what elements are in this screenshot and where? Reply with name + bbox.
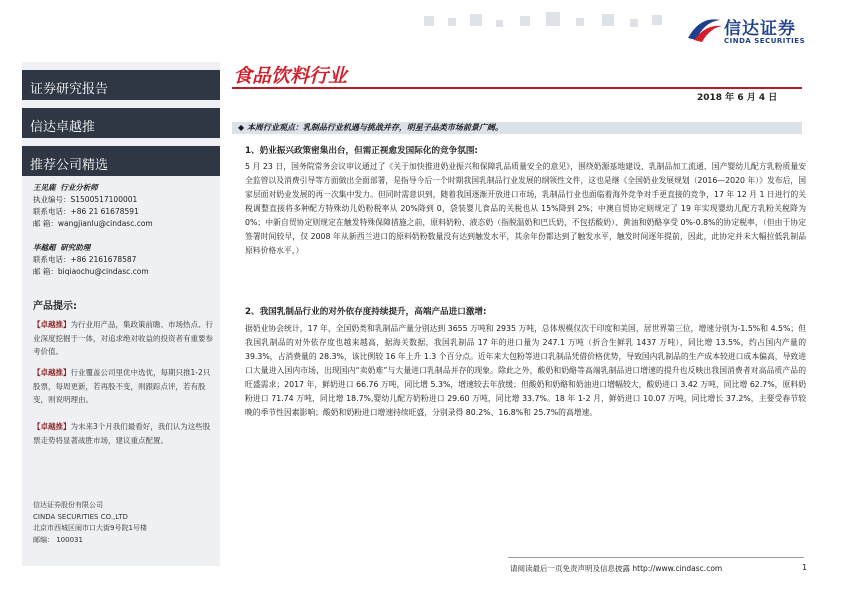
page-number: 1 [802,563,808,572]
section-2-text: 据奶业协会统计，17 年，全国奶类和乳制品产量分别达到 3655 万吨和 2935 万吨，总体规模仅次于印度和美国，居世界第三位，增速分别为-1.5%和 4.5%；但我国乳制品的对外依存度也越来越高，据海关数据，我国乳制品 17 年的进口量为 247.1 万吨（折合生鲜乳 1437 万吨），同比增 13.5%，约占国内产量的 39.3%，占消费量的 28.3%，该比例较 16 年上升 1.3 个百分点。近年来大包粉等进口乳制品凭借价格优势，导致国内乳制品的生产成本较进口成本偏高，导致进口大量进入国内市场，出现国内“卖奶难”与大量进口乳制品并存的现象。除此之外，酸奶和奶酪等高端乳制品进口增速的提升也反映出我国消费者对高品质产品的旺盛需求；2017 年，鲜奶进口 66.76 万吨，同比增 5.3%，增速较去年放缓；但酸奶和奶酪和奶油进口增幅较大，酸奶进口 3.42 万吨，同比增 62.7%，原料奶粉进口 71.74 万吨，同比增 18.7%,婴幼儿配方奶粉进口 29.60 万吨，同比增 33.7%。18 年 1-2 月，鲜奶进口 10.07 万吨，同比增长 37.2%，主要受春节较晚的季节性因素影响；酸奶和奶粉进口增速持续旺盛，分别录得 80.2%、16.8%和 25.7%的高增速。 [245,324,806,417]
product-tip-3: 【卓越推】为未来3个月我们最看好，我们认为这些股票走势将显著战胜市场，建议重点配置。 [33,422,211,445]
product-tip-2: 【卓越推】行业覆盖公司里优中选优，每期只推1-2只股票，每周更新，若再股不变，则跟踪点评，若有股变，则说明理由。 [33,368,211,404]
footer-rule [508,557,804,558]
logo-name-cn: 信达证券 [724,19,796,39]
report-date: 2018 年 6 月 4 日 [697,93,778,103]
analyst-2: 毕越超 研究助理 联系电话：+86 2161678587 邮 箱：biqiaochu@cindasc.com [33,243,149,276]
sidebar-section-report: 证券研究报告 [22,70,220,100]
cinda-logo-icon [684,14,724,44]
footer-disclaimer: 请阅读最后一页免责声明及信息披露 http://www.cindasc.com [510,564,723,573]
section-1-text: 5 月 23 日，国务院常务会议审议通过了《关于加快推进奶业振兴和保障乳品质量安全的意见》，围绕奶源基地建设、乳制品加工流通、国产婴幼儿配方乳粉质量安全监管以及消费引导等方面做出全面部署，是指导今后一个时期我国乳制品行业发展的纲领性文件，这也是继《全国奶业发展规划（2016—2020 年）》发布后，国家层面对奶业发展的再一次集中发力。但同时需意识到，随着我国逐渐开放进口市场，乳制品行业也面临着海外竞争对手更直接的竞争，17 年 12 月 1 日进行的关税调整直接将多种配方特殊幼儿奶粉税率从 20%降到 0，袋装婴儿食品的关税也从 15%降到 2%；中澳自贸协定则规定了 19 年实现婴幼儿配方乳粉关税降为 0%；中新自贸协定则规定在触发特殊保障措施之前，原料奶粉、液态奶（指脱温奶和巴氏奶，不包括酸奶）、黄油和奶酪享受 0%-0.8%的协定税率，（但由于协定签署时间较早，仅 2008 年从新西兰进口的原料奶粉数量没有达到触发水平，其余年份都达到了触发水平，触发时间逐年提前，因此，此协定并未大幅拉低乳制品原料价格水平，） [245,162,806,255]
product-tips-title: 产品提示: [33,301,77,312]
weekly-view-summary: ◆ 本周行业观点：乳制品行业机遇与挑战并存，明星子品类市场前景广阔。 [238,123,503,132]
company-logo [684,12,834,54]
sidebar-section-picks: 推荐公司精选 [22,146,220,176]
industry-title: 食品饮料行业 [233,65,348,87]
header-decoration [424,12,674,32]
logo-name-en: CINDA SECURITIES [724,37,806,45]
analyst-1: 王见鹿 行业分析师 执业编号：S1500517100001 联系电话：+86 21 61678591 邮 箱：wangjianlu@cindasc.com [33,183,153,228]
company-info: 信达证券股份有限公司 CINDA SECURITIES CO.,LTD 北京市西城区闹市口大街9号院1号楼 邮编： 100031 [33,501,147,544]
section-2-title: 2、我国乳制品行业的对外依存度持续提升，高端产品进口激增: [245,307,487,317]
sidebar-section-series: 信达卓越推 [22,108,220,138]
product-tip-1: 【卓越推】为行业用产品，集政策前瞻、市场热点、行业深度挖掘于一体，对追求绝对收益的投资者有重要参考价值。 [33,320,213,356]
title-rule [232,87,802,89]
section-1-title: 1、奶业振兴政策密集出台，但需正视愈发国际化的竞争氛围: [245,146,478,156]
